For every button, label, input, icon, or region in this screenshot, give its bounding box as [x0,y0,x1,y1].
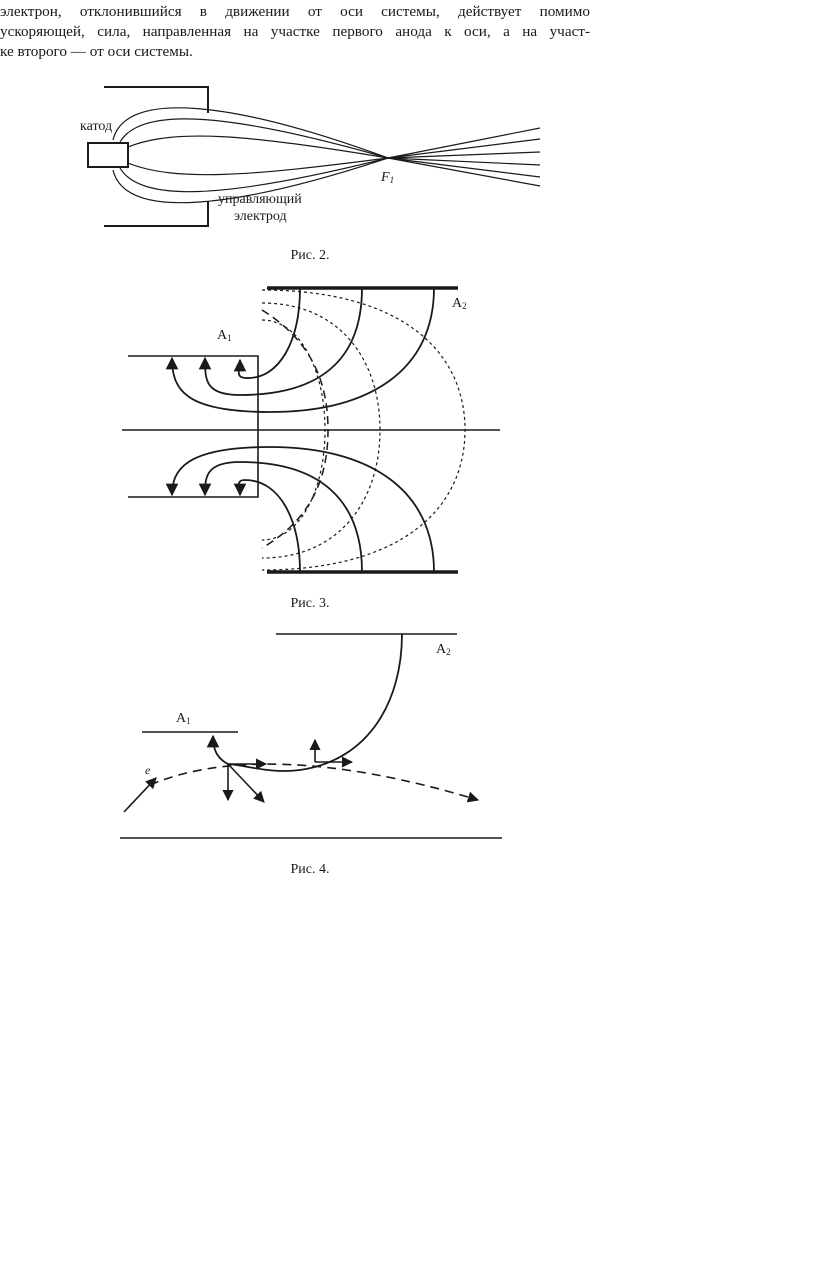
label-a2-fig3: $A_2$ [452,296,467,311]
field-lines-upper [172,288,434,412]
electron-velocity-in [124,778,156,812]
figure-4-diagram [120,634,502,838]
cathode-block [88,143,128,167]
caption-fig3: Рис. 3. [290,596,330,611]
field-line-a1 [213,736,228,764]
label-control-electrode-2: электрод [234,209,287,224]
text-line-3: ке второго — от оси системы. [0,43,193,60]
field-lines-lower [172,447,434,572]
label-a1-fig3: $A_1$ [217,328,232,343]
caption-fig2: Рис. 2. [290,248,330,263]
text-line-1: электрон, отклонившийся в движении от оси системы, действует помимо [0,3,590,20]
figure-3-diagram [122,288,500,572]
electron-trajectories [113,108,540,203]
label-focus: $F_1$ [381,170,395,185]
force-vectors-a2 [315,740,352,762]
control-electrode-outline-bottom [104,201,208,226]
text-line-2: ускоряющей, сила, направленная на участке первого анода к оси, а на участ- [0,23,590,40]
figure-2-diagram [88,87,540,226]
electron-trajectory [150,764,478,800]
label-a1-fig4: $A_1$ [176,711,191,726]
label-a2-fig4: $A_2$ [436,642,451,657]
label-electron: e [145,763,151,777]
caption-fig4: Рис. 4. [290,862,330,877]
label-control-electrode-1: управляющий [218,192,302,207]
equipotential-dashed [262,310,328,548]
label-cathode: катод [80,119,113,134]
